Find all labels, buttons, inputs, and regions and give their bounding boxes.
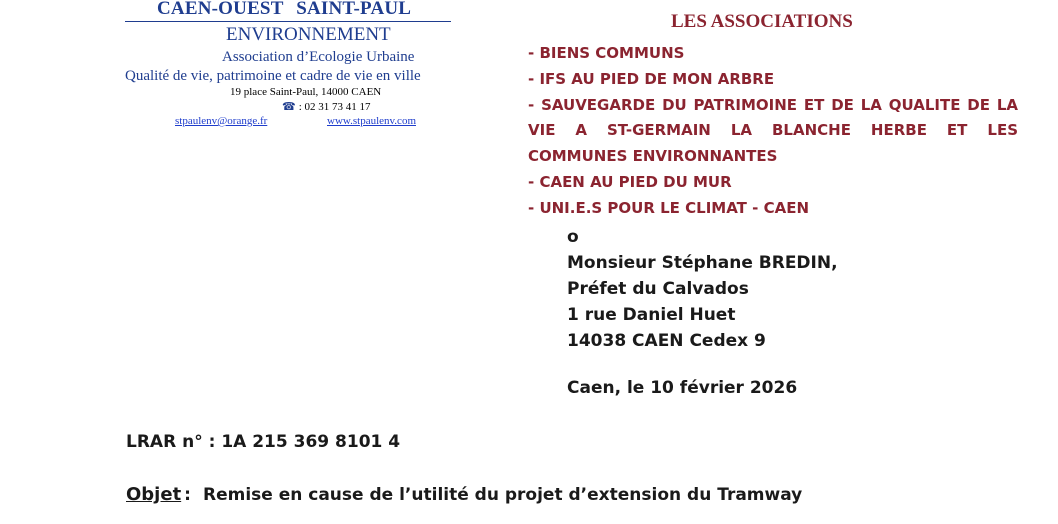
recipient-city: 14038 CAEN Cedex 9: [567, 331, 766, 351]
recipient-role: Préfet du Calvados: [567, 279, 749, 299]
website-link[interactable]: www.stpaulenv.com: [327, 115, 416, 127]
recipient-prefix: o: [567, 227, 579, 247]
telephone-icon: ☎: [282, 101, 296, 113]
association-item: - CAEN AU PIED DU MUR: [528, 172, 732, 191]
organization-motto: Qualité de vie, patrimoine et cadre de vie en ville: [125, 68, 421, 84]
lrar-number: LRAR n° : 1A 215 369 8101 4: [126, 432, 401, 452]
letterhead-divider: [125, 21, 451, 22]
phone-number: : 02 31 73 41 17: [298, 101, 371, 113]
subject-text: Remise en cause de l’utilité du projet d’extension du Tramway: [202, 485, 803, 505]
letterhead: [0, 0, 470, 130]
recipient-block: [567, 224, 838, 354]
organization-title: [157, 0, 411, 20]
recipient-street: 1 rue Daniel Huet: [567, 305, 736, 325]
letter-date: Caen, le 10 février 2026: [567, 378, 798, 398]
organization-title-left: CAEN-OUEST: [157, 0, 284, 19]
subject-separator: :: [184, 485, 191, 505]
association-item: - BIENS COMMUNS: [528, 44, 685, 62]
organization-phone: [282, 100, 371, 113]
organization-title-right: SAINT-PAUL: [296, 0, 412, 19]
email-link[interactable]: stpaulenv@orange.fr: [175, 115, 268, 127]
subject-label: Objet: [126, 484, 182, 505]
associations-title: LES ASSOCIATIONS: [671, 11, 853, 32]
association-item: - SAUVEGARDE DU PATRIMOINE ET DE LA QUALITE DE LA VIE A ST-GERMAIN LA BLANCHE HERBE ET LES COMMUNES ENVIRONNANTES: [528, 95, 1018, 166]
subject-line: [126, 484, 802, 505]
association-item: - UNI.E.S POUR LE CLIMAT - CAEN: [528, 198, 809, 217]
associations-list: [528, 41, 1018, 222]
association-item: - IFS AU PIED DE MON ARBRE: [528, 69, 775, 88]
recipient-name: Monsieur Stéphane BREDIN,: [567, 253, 838, 273]
organization-type: Association d’Ecologie Urbaine: [222, 49, 415, 65]
organization-subtitle: ENVIRONNEMENT: [226, 24, 391, 45]
organization-address: 19 place Saint-Paul, 14000 CAEN: [230, 86, 382, 98]
